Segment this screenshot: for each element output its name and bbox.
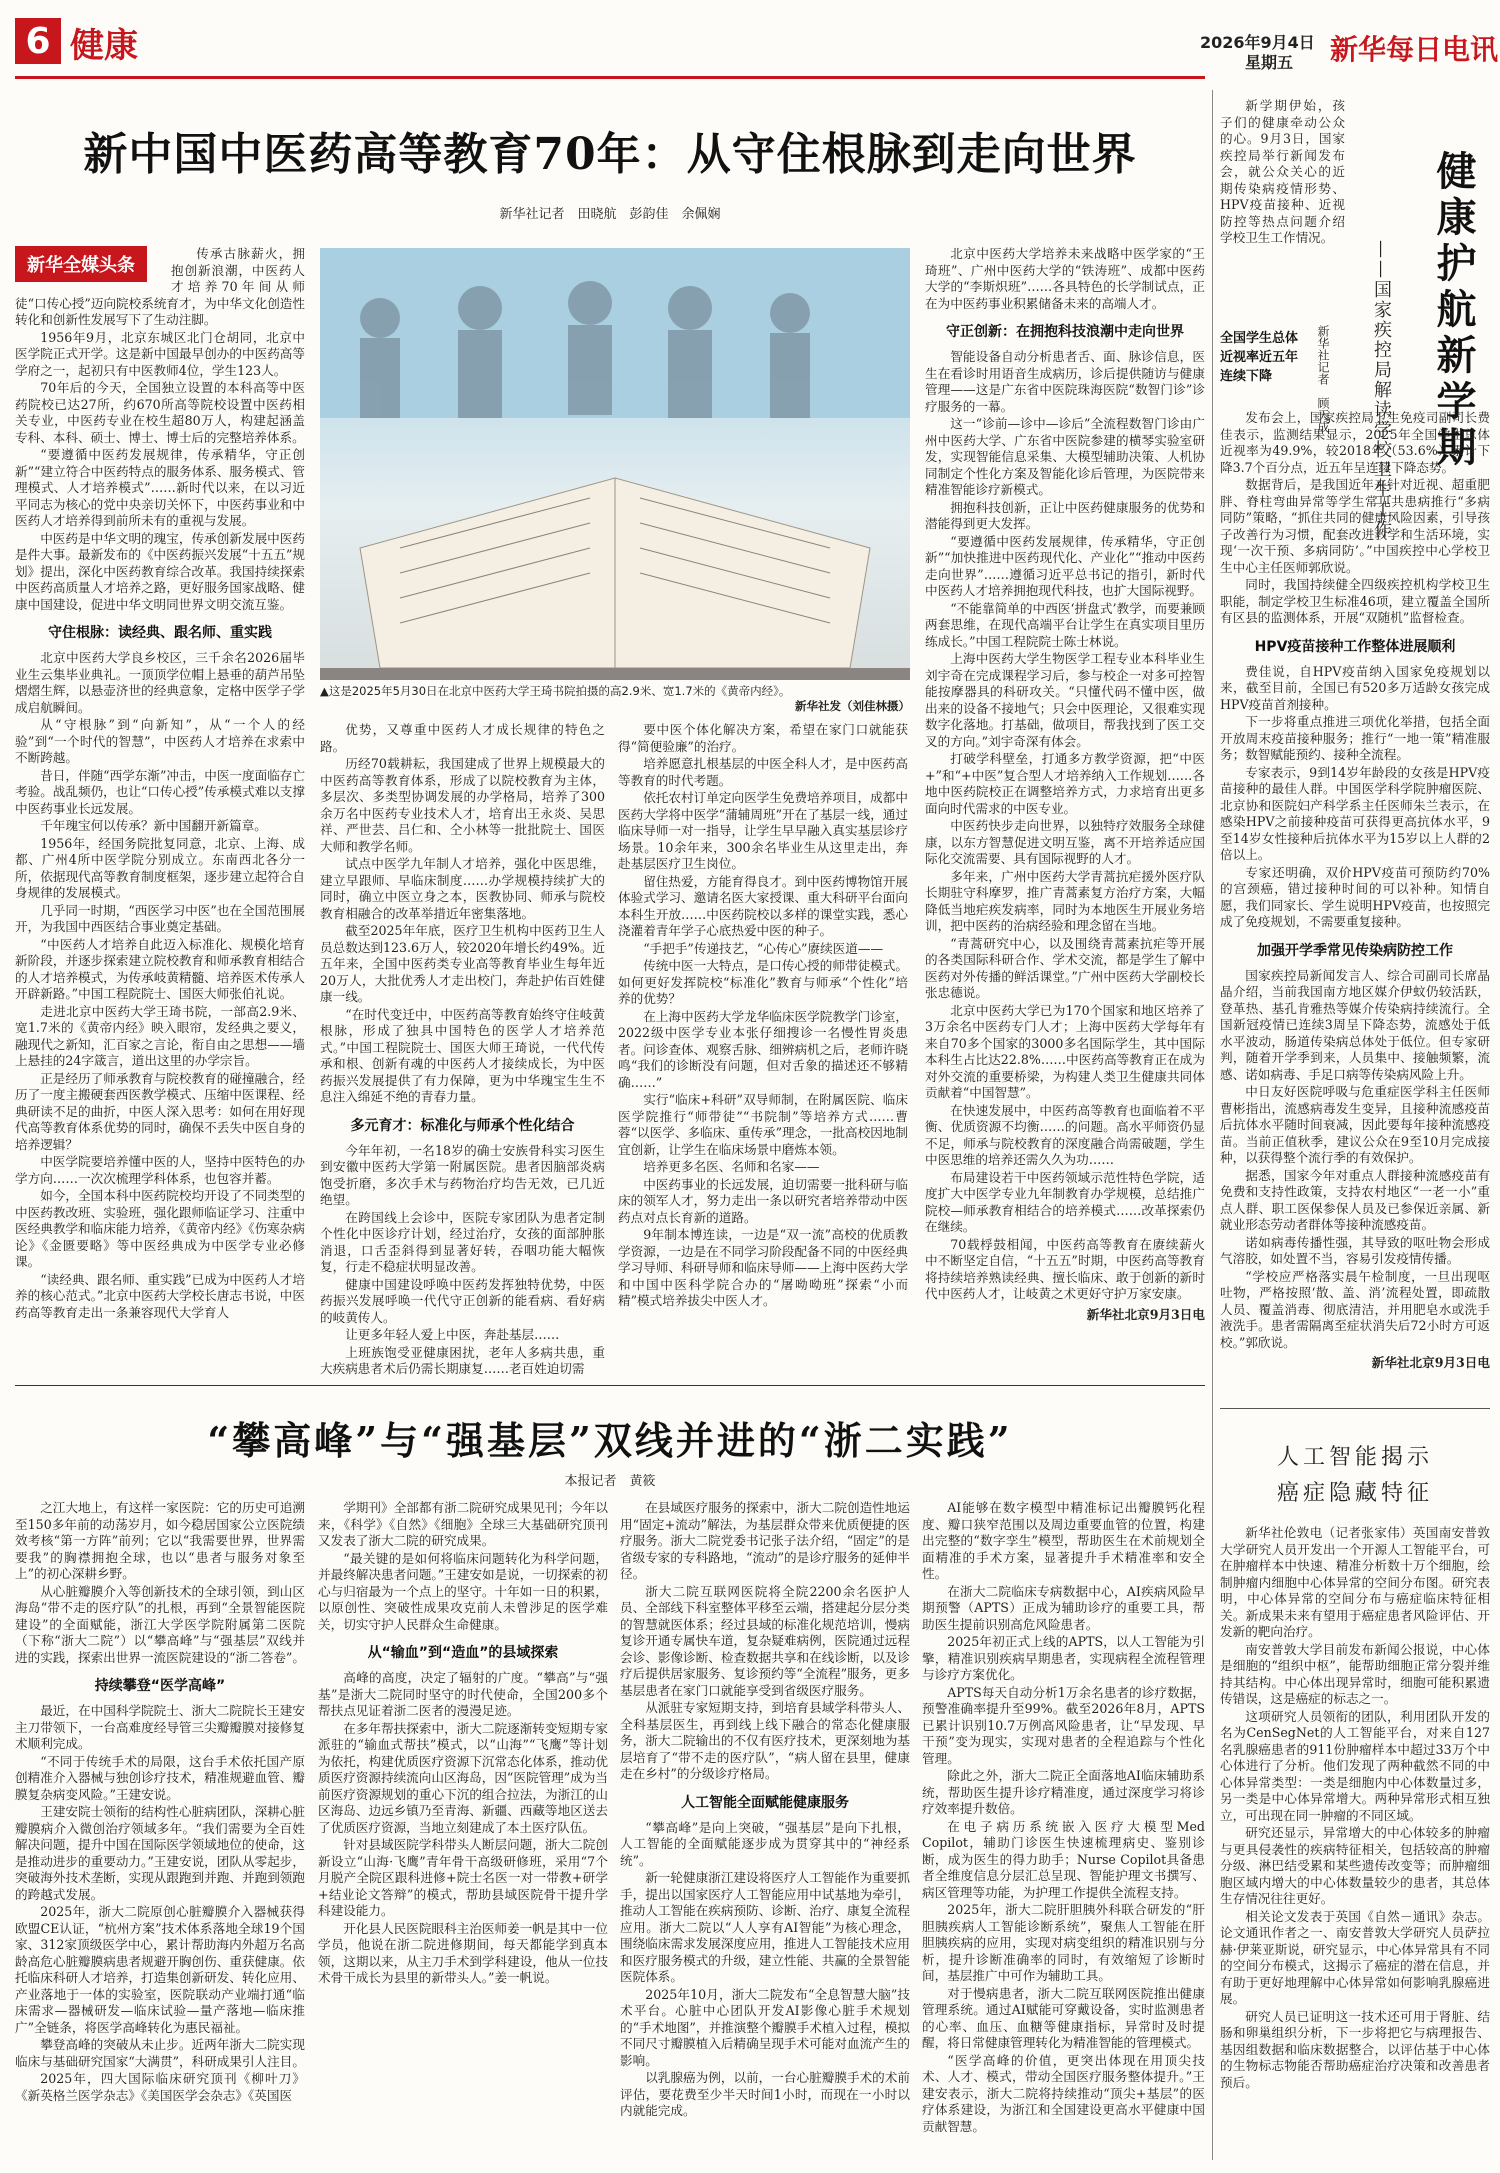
dateline: 新华社北京9月3日电 bbox=[1371, 1355, 1490, 1370]
article2-column-2 bbox=[318, 1500, 608, 2160]
paragraph: 2025年10月，浙大二院发布“全息智慧大脑”技术平台。心脏中心团队开发AI影像心脏手术规划的“手术地图”，并推演整个瓣膜手术植入过程，模拟不同尺寸瓣膜植入后精确呈现手术可能对血流产生的影响。 bbox=[620, 1986, 910, 2068]
article2-title: “攀高峰”与“强基层”双线并进的“浙二实践” bbox=[207, 1418, 1013, 1463]
paragraph: “要遵循中医药发展规律，传承精华，守正创新”“建立符合中医药特点的服务体系、服务模式、管理模式、人才培养模式”……新时代以来，在以习近平同志为核心的党中央亲切关怀下，中医药事业和中医药人才培养得到前所未有的重视与发展。 bbox=[15, 447, 305, 528]
paragraph: 数据背后，是我国近年来针对近视、超重肥胖、脊柱弯曲异常等学生常见共患病推行“多病同防”策略，“抓住共同的健康风险因素，引导孩子改善行为习惯，配套改进教学和生活环境，实现‘一次干预、多病同防’。”中国疾控中心学校卫生中心主任医师郭欣说。 bbox=[1220, 477, 1490, 575]
text-block bbox=[925, 246, 1205, 312]
section-divider bbox=[1220, 1408, 1490, 1409]
article-byline: 新华社记者 田晓航 彭韵佳 余佩娴 bbox=[499, 207, 721, 222]
paragraph: 专家还明确，双价HPV疫苗可预防约70%的宫颈癌，错过接种时间的可以补种。知情自愿，我们同家长、学生说明HPV疫苗，也按照完成了免疫规划，不需要重复接种。 bbox=[1220, 864, 1490, 929]
paragraph: 如今，全国本科中医药院校均开设了不同类型的中医药教改班、实验班，强化跟师临证学习、注重中医经典教学和临床能力培养，《黄帝内经》《伤寒杂病论》《金匮要略》等中医经典成为中医学专业必修课。 bbox=[15, 1188, 305, 1269]
paragraph: 这项研究人员领衔的团队，利用团队开发的名为CenSegNet的人工智能平台，对来自127名乳腺癌患者的911份肿瘤样本中超过33万个中心体进行了分析。他们发现了两种截然不同的中心体异常类型：一类是细胞内中心体数量过多，另一类是中心体异常增大。两种异常形式相互独立，可出现在同一肿瘤的不同区域。 bbox=[1220, 1708, 1490, 1823]
issue-date: 2026年9月4日 bbox=[1200, 33, 1315, 52]
text-block bbox=[1220, 410, 1490, 627]
paragraph: 拥抱科技创新，正让中医药健康服务的优势和潜能得到更大发挥。 bbox=[925, 499, 1205, 531]
caption-text: ▲这是2025年5月30日在北京中医药大学王琦书院拍摄的高2.9米、宽1.7米的《黄帝内经》。 bbox=[320, 684, 791, 698]
section-title: 健康 bbox=[70, 26, 138, 66]
paragraph: 之江大地上，有这样一家医院：它的历史可追溯至150多年前的动荡岁月，如今稳居国家公立医院绩效考核“第一方阵”前列；它以“我需要世界，世界需要我”的胸襟拥抱全球，也以“患者与服务对象至上”的初心深耕乡野。 bbox=[15, 1500, 305, 1581]
article3-title bbox=[1225, 1440, 1485, 1512]
news-photo bbox=[320, 248, 910, 680]
paragraph: 智能设备自动分析患者舌、面、脉诊信息，医生在看诊时用语音生成病历，诊后提供随访与健康管理——这是广东省中医院珠海医院“数智门诊”诊疗服务的一幕。 bbox=[925, 349, 1205, 414]
paragraph: “不同于传统手术的局限，这台手术依托国产原创精准介入器械与独创诊疗技术，精准规避血管、瓣膜复杂病变风险。”王建安说。 bbox=[15, 1753, 305, 1802]
paragraph: 传统中医一大特点，是口传心授的师带徒模式。如何更好发挥院校“标准化”教育与师承“个性化”培养的优势？ bbox=[618, 958, 908, 1006]
paragraph: “在时代变迁中，中医药高等教育始终守住岐黄根脉，形成了独具中国特色的医学人才培养范式。”中国工程院院士、国医大师王琦说，一代代传承和根、创新有魂的中医药人才接续成长，为中医药振兴发展提供了有力保障，更为中华瑰宝生生不息注入绵延不绝的青春力量。 bbox=[320, 1006, 605, 1104]
paragraph: “读经典、跟名师、重实践”已成为中医药人才培养的核心范式。”北京中医药大学校长唐志书说，中医药高等教育走出一条兼容现代大学育人 bbox=[15, 1271, 305, 1320]
text-block bbox=[620, 1500, 910, 1783]
paragraph: 这一“诊前—诊中—诊后”全流程数智门诊由广州中医药大学、广东省中医院参建的横琴实验室研发，实现智能信息采集、大模型辅助决策、人机协同制定个性化方案及智能化诊后管理，为医院带来精准智能诊疗新模式。 bbox=[925, 416, 1205, 497]
photo-caption bbox=[320, 684, 910, 714]
paragraph: 2025年，浙大二院原创心脏瓣膜介入器械获得欧盟CE认证，“杭州方案”技术体系落地全球19个国家、312家顶级医学中心，累计帮助海内外超万名高龄高危心脏瓣膜病患者规避开胸创伤、重获健康。依托临床科研人才培养，打造集创新研发、转化应用、产业落地于一体的实验室，医院联动产业端打通“临床需求—器械研发—临床试验—量产落地—临床推广”全链条，将医学高峰转化为惠民福祉。 bbox=[15, 1904, 305, 2035]
paragraph: 新华社伦敦电（记者张家伟）英国南安普敦大学研究人员开发出一个开源人工智能平台，可在肿瘤样本中快速、精准分析数十万个细胞，绘制肿瘤内细胞中心体异常的空间分布图。研究表明，中心体异常的空间分布与癌症临床特征相关。新成果未来有望用于癌症患者风险评估、开发新的靶向治疗。 bbox=[1220, 1525, 1490, 1639]
text-block bbox=[318, 1500, 608, 1633]
paragraph: AI能够在数字模型中精准标记出瓣膜钙化程度、瓣口狭窄范围以及周边重要血管的位置，构建出完整的“数字孪生”模型，帮助医生在术前规划全面精准的手术方案，显著提升手术精准率和安全性。 bbox=[922, 1500, 1205, 1581]
paragraph: 留住热爱，方能育得良才。到中医药博物馆开展体验式学习、邀请名医大家授课、重大科研平台面向本科生开放……中医药院校以多样的课堂实践，悉心浇灌着青年学子心底热爱中医的种子。 bbox=[618, 873, 908, 938]
paragraph: 诺如病毒传播性强，其导致的呕吐物会形成气溶胶，如处置不当，容易引发疫情传播。 bbox=[1220, 1234, 1490, 1266]
paragraph: 上海中医药大学生物医学工程专业本科毕业生刘宇奇在完成课程学习后，参与校企一对多可控智能按摩器具的科研攻关。“只懂代码不懂中医，做出来的设备不接地气；只会中医理论，又很难实现数字化落地。打基础，做项目，帮我找到了医工交叉的方向。”刘宇奇深有体会。 bbox=[925, 651, 1205, 749]
text-block bbox=[1220, 1525, 1490, 2091]
paragraph: 以乳腺癌为例，以前，一台心脏瓣膜手术的术前评估，要花费至少半天时间1小时，而现在一小时以内就能完成。 bbox=[620, 2070, 910, 2118]
paragraph: 王建安院士领衔的结构性心脏病团队，深耕心脏瓣膜病介入微创治疗领域多年。“我们需要为全百姓解决问题，提升中国在国际医学领域地位的使命，这是推动进步的重要动力。”王建安说，团队从零起步，突破海外技术垄断，实现从跟跑到并跑、并跑到领跑的跨越式发展。 bbox=[15, 1804, 305, 1902]
paragraph: 开化县人民医院眼科主治医师姜一帆是其中一位学员，他说在浙二院进修期间，每天都能学到真本领，这期以来，从主刀手术到学科建设，他从一位技术骨干成长为县里的新带头人。”姜一帆说。 bbox=[318, 1920, 608, 1985]
paragraph: 中日友好医院呼吸与危重症医学科主任医师曹彬指出，流感病毒发生变异，且接种流感疫苗后抗体水平随时间衰减，因此要每年接种流感疫苗。当前正值秋季，建议公众在9至10月完成接种，以获得整个流行季的有效保护。 bbox=[1220, 1084, 1490, 1165]
section-heading: 守正创新：在拥抱科技浪潮中走向世界 bbox=[946, 324, 1184, 340]
paragraph: 中医药是中华文明的瑰宝，传承创新发展中医药是件大事。最新发布的《中医药振兴发展“十五五”规划》提出，深化中医药教育综合改革。我国持续探索中医药高质量人才培养之路，更好服务国家战略、健康中国建设，促进中华文明同世界文明交流互鉴。 bbox=[15, 530, 305, 612]
paragraph: 最近，在中国科学院院士、浙大二院院长王建安主刀带领下，一台高难度经导管三尖瓣瓣膜对接修复术顺利完成。 bbox=[15, 1703, 305, 1751]
paragraph: 费佳说，自HPV疫苗纳入国家免疫规划以来，截至目前，全国已有520多万适龄女孩完成HPV疫苗首剂接种。 bbox=[1220, 663, 1490, 712]
paragraph: 健康中国建设呼唤中医药发挥独特优势，中医药振兴发展呼唤一代代守正创新的能看病、看好病的岐黄传人。 bbox=[320, 1276, 605, 1325]
section-divider bbox=[15, 1385, 1205, 1386]
paragraph: “中医药人才培养自此迈入标准化、规模化培育新阶段，并逐步探索建立院校教育和师承教育相结合的人才培养模式，为传承岐黄精髓、培养医术传承人开辟新路。”中国工程院院士、国医大师张伯礼说。 bbox=[15, 936, 305, 1001]
paragraph: 今年年初，一名18岁的确士安族骨科实习医生到安徽中医药大学第一附属医院。患者因脑部炎病饱受折磨，多次手术与药物治疗均告无效，已几近绝望。 bbox=[320, 1142, 605, 1207]
paragraph: 浙大二院互联网医院将全院2200余名医护人员、全部线下科室整体平移至云端，搭建起分层分类的智慧就医体系；经过县域的标准化规范培训，慢病复诊开通专属快车道，复杂疑难病例，医院通过远程会诊、影像诊断、检查数据共享和在线诊断，以及诊疗后提供居家服务、复诊预约等“全流程”服务，更多基层患者在家门口就能享受到省级医疗服务。 bbox=[620, 1583, 910, 1698]
paragraph: 试点中医学九年制人才培养，强化中医思维，建立早跟师、早临床制度……办学规模持续扩大的同时，确立中医立身之本，医教协同、师承与院校教育相融合的改革举措近年密集落地。 bbox=[320, 856, 605, 921]
header-rule bbox=[15, 76, 1205, 79]
article-column-1 bbox=[15, 246, 305, 1344]
paragraph: 相关论文发表于英国《自然－通讯》杂志。论文通讯作者之一、南安普敦大学研究人员萨拉赫·伊莱亚斯说，研究显示，中心体异常具有不同的空间分布模式，这揭示了癌症的潜在信息，并有助于更好地理解中心体异常如何影响乳腺癌进展。 bbox=[1220, 1908, 1490, 2006]
masthead-brand: 新华每日电讯 bbox=[1330, 33, 1499, 66]
sidebar-column-b bbox=[1220, 410, 1490, 1370]
paragraph: “不能靠简单的中西医‘拼盘式’教学，而要兼顾两套思维，在现代高端平台让学生在真实项目里历练成长。”中国工程院院士陈士林说。 bbox=[925, 600, 1205, 649]
article2-column-3 bbox=[620, 1500, 910, 2160]
column-divider bbox=[1212, 90, 1213, 2160]
paragraph: “医学高峰的价值，更突出体现在用顶尖技术、人才、模式，带动全国医疗服务整体提升。”王建安表示，浙大二院将持续推动“顶尖+基层”的医疗体系建设，为浙江和全国建设更高水平健康中国贡献智慧。 bbox=[922, 2052, 1205, 2134]
paragraph: 要中医个体化解决方案，希望在家门口就能获得“简便验廉”的治疗。 bbox=[618, 722, 908, 754]
paragraph: 在浙大二院临床专病数据中心，AI疾病风险早期预警（APTS）正成为辅助诊疗的重要工具，帮助医生提前识别高危风险患者。 bbox=[922, 1583, 1205, 1632]
article3-column bbox=[1220, 1525, 1490, 2160]
paragraph: 攀登高峰的突破从未止步。近两年浙大二院实现临床与基础研究国家“大满贯”，科研成果引人注目。 bbox=[15, 2037, 305, 2069]
text-block bbox=[15, 650, 305, 1321]
text-block bbox=[318, 1670, 608, 1987]
issue-weekday: 星期五 bbox=[1245, 53, 1294, 72]
column-tag: 新华全媒头条 bbox=[15, 246, 147, 282]
paragraph: 研究人员已证明这一技术还可用于肾脏、结肠和卵巢组织分析，下一步将把它与病理报告、基因组数据和临床数据整合，以评估基于中心体的生物标志物能否帮助癌症治疗决策和改善患者预后。 bbox=[1220, 2008, 1490, 2090]
article3-title-line: 癌症隐藏特征 bbox=[1276, 1481, 1433, 1506]
paragraph: 高峰的高度，决定了辐射的广度。“攀高”与“强基”是浙大二院同时坚守的时代使命，全国200多个帮扶点见证着浙二医者的漫漫足迹。 bbox=[318, 1670, 608, 1718]
paragraph: 下一步将重点推进三项优化举措，包括全面开放周末疫苗接种服务；推行“一地一策”精准服务；数智赋能预约、接种全流程。 bbox=[1220, 714, 1490, 762]
paragraph: 几乎同一时期，“西医学习中医”也在全国范围展开，为我国中西医结合事业奠定基础。 bbox=[15, 902, 305, 934]
paragraph: 从“守根脉”到“向新知”，从“一个人的经验”到“一个时代的智慧”，中医药人才培养在求索中不断跨越。 bbox=[15, 717, 305, 765]
article3-title-line: 人工智能揭示 bbox=[1276, 1445, 1433, 1470]
paragraph: 中医药快步走向世界，以独特疗效服务全球健康，以东方智慧促进文明互鉴，离不开培养适应国际化交流需要、具有国际视野的人才。 bbox=[925, 818, 1205, 866]
paragraph: “最关键的是如何将临床问题转化为科学问题，并最终解决患者问题。”王建安如是说，一切探索的初心与归宿最为一个点上的坚守。十年如一日的积累，以原创性、突破性成果攻克前人未曾涉足的医学难关，切实守护人民群众生命健康。 bbox=[318, 1550, 608, 1632]
article2-column-4 bbox=[922, 1500, 1205, 2160]
paragraph: 在上海中医药大学龙华临床医学院教学门诊室，2022级中医学专业本张仔细搜诊一名慢性胃炎患者。问诊查体、观察舌脉、细辨病机之后，老师许晓鸣“我们的诊断没有问题，但对舌象的描述还不够精确……” bbox=[618, 1008, 908, 1090]
paragraph: 2025年，浙大二院肝胆胰外科联合研发的“肝胆胰疾病人工智能诊断系统”，聚焦人工智能在肝胆胰疾病的应用，实现对病变组织的精准识别与分析，提升诊断准确率的同时，有效缩短了诊断时间，基层推广中可作为辅助工具。 bbox=[922, 1902, 1205, 1983]
text-block bbox=[925, 349, 1205, 1303]
paragraph: 新一轮健康浙江建设将医疗人工智能作为重要抓手，提出以国家医疗人工智能应用中试基地为牵引，推动人工智能在疾病预防、诊断、治疗、康复全流程应用。浙大二院以“人人享有AI智能”为核心理念，围绕临床需求发展深度应用，推进人工智能技术应用和医疗服务模式的升级，建立性能、共赢的全景智能医院体系。 bbox=[620, 1870, 910, 1984]
photo-credit: 新华社发（刘佳林摄） bbox=[795, 699, 910, 713]
paragraph: 9年制本博连读，一边是“双一流”高校的优质教学资源，一边是在不同学习阶段配备不同的中医经典学习导师、科研导师和临床导师——上海中医药大学和中国中医科学院合办的“屠呦呦班”探索“小而精”模式培养拔尖中医人才。 bbox=[618, 1227, 908, 1308]
paragraph: 学期刊》全部都有浙二院研究成果见刊；今年以来，《科学》《自然》《细胞》全球三大基础研究顶刊又发表了浙大二院的研究成果。 bbox=[318, 1500, 608, 1548]
section-heading: 全国学生总体近视率近五年连续下降 bbox=[1220, 331, 1299, 384]
paragraph: 中医学院要培养懂中医的人，坚持中医特色的办学方向……一次次梳理学科体系，也包容并蓄。 bbox=[15, 1154, 305, 1186]
paragraph: 中医药事业的长远发展，迫切需要一批科研与临床的领军人才，努力走出一条以研究者培养带动中医药点对点长育新的道路。 bbox=[618, 1176, 908, 1225]
article2-byline: 本报记者 黄筱 bbox=[564, 1474, 656, 1489]
section-heading: HPV疫苗接种工作整体进展顺利 bbox=[1254, 638, 1456, 655]
section-heading: 从“输血”到“造血”的县域探索 bbox=[367, 1645, 559, 1661]
paragraph: 优势，又尊重中医药人才成长规律的特色之路。 bbox=[320, 722, 605, 754]
paragraph: 让更多年轻人爱上中医，奔赴基层…… bbox=[345, 1327, 560, 1342]
paragraph: 布局建设若干中医药领域示范性特色学院，适度扩大中医学专业九年制教育办学规模，总结推广院校—师承教育相结合的培养模式……改革探索仍在继续。 bbox=[925, 1169, 1205, 1234]
paragraph: 在电子病历系统嵌入医疗大模型Med Copilot，辅助门诊医生快速梳理病史、鉴别诊断，成为医生的得力助手；Nurse Copilot具备患者全维度信息分层汇总呈现、智能护理文书撰写、病区管理等功能，为护理工作提供全流程支持。 bbox=[922, 1818, 1205, 1900]
paragraph: 1956年，经国务院批复同意，北京、上海、成都、广州4所中医学院分别成立。东南西北各分一所，依据现代高等教育制度框架，逐步建立起符合自身规律的发展模式。 bbox=[15, 835, 305, 900]
paragraph: 实行“临床+科研”双导师制，在附属医院、临床医学院推行“师带徒”“书院制”等培养方式……曹蓉“以医学、多临床、重传承”理念，一批高校因地制宜创新，让学生在临床场景中磨炼本领。 bbox=[618, 1092, 908, 1157]
paragraph: 在县域医疗服务的探索中，浙大二院创造性地运用“固定+流动”解法，为基层群众带来优质便捷的医疗服务。浙大二院党委书记张子法介绍，“固定”的是省级专家的专科路地，“流动”的是诊疗服务的延伸半径。 bbox=[620, 1500, 910, 1581]
sidebar-headline: 健康护航新学期 bbox=[1430, 150, 1477, 472]
text-block bbox=[320, 722, 605, 1106]
text-block bbox=[320, 1143, 605, 1378]
text-block bbox=[15, 246, 305, 613]
paragraph: 从派驻专家短期支持，到培育县域学科带头人、全科基层医生，再到线上线下融合的常态化健康服务，浙大二院输出的不仅有医疗技术，更深刻地为基层培育了“带不走的医疗队”，“病人留在县里，健康走在乡村”的分级诊疗格局。 bbox=[620, 1700, 910, 1781]
paragraph: “手把手”传递技艺，“心传心”赓续医道—— bbox=[643, 940, 884, 956]
text-block bbox=[15, 1703, 305, 2104]
paragraph: 培养更多名医、名师和名家—— bbox=[643, 1159, 820, 1174]
paragraph: 2025年初正式上线的APTS，以人工智能为引擎，精准识别疾病早期患者，实现病程全流程管理与诊疗方案优化。 bbox=[922, 1634, 1205, 1682]
text-block bbox=[922, 1500, 1205, 2135]
article-title: 新中国中医药高等教育70年：从守住根脉到走向世界 bbox=[83, 129, 1137, 180]
text-block bbox=[620, 1820, 910, 2120]
text-block bbox=[1220, 98, 1345, 247]
paragraph: 在多年帮扶探索中，浙大二院逐渐转变短期专家派驻的“输血式帮扶”模式，以“山海”“飞鹰”等计划为依托，构建优质医疗资源下沉常态化体系，推动优质医疗资源持续流向山区海岛，因“医院管理”成为当前医疗资源规划的重心下沉的组合拉法，为浙江的山区海岛、边远乡镇乃至青海、新疆、西藏等地区送去了优质医疗资源，当地立刻建成了本土医疗队伍。 bbox=[318, 1720, 608, 1835]
article-column-2 bbox=[320, 722, 606, 1376]
paragraph: 昔日，伴随“西学东渐”冲击，中医一度面临存亡考验。战乱频仍，也让“口传心授”传承模式难以支撑中医药事业长远发展。 bbox=[15, 767, 305, 816]
paragraph: 南安普敦大学目前发布新闻公报说，中心体是细胞的“组织中枢”，能帮助细胞正常分裂并维持其结构。中心体出现异常时，细胞可能积累遗传错误，这是癌症的标志之一。 bbox=[1220, 1641, 1490, 1706]
article2-column-1 bbox=[15, 1500, 305, 2160]
paragraph: 除此之外，浙大二院正全面落地AI临床辅助系统，帮助医生提升诊疗精准度，通过深度学习将诊疗效率提升数倍。 bbox=[922, 1768, 1205, 1816]
text-block bbox=[1220, 968, 1490, 1352]
tag-wrap bbox=[15, 246, 165, 288]
article-column-3 bbox=[618, 722, 908, 1344]
sidebar-subtitle: ——国家疾控局解读学校卫生工作 bbox=[1371, 240, 1392, 540]
paragraph: 打破学科壁垒，打通多方教学资源，把“中医+”和“+中医”复合型人才培养纳入工作规划……各地中医药院校正在调整培养方式，力求培育出更多面向时代需求的中医专业。 bbox=[925, 751, 1205, 816]
page-number: 6 bbox=[15, 18, 61, 64]
paragraph: 从心脏瓣膜介入等创新技术的全球引领，到山区海岛“带不走的医疗队”的扎根，再到“全景智能医院建设”的全面赋能，浙江大学医学院附属第二医院（下称“浙大二院”）以“攀高峰”与“强基层”双线并进的实践，探索出世界一流医院建设的“浙二答卷”。 bbox=[15, 1583, 305, 1665]
paragraph: 北京中医药大学培养未来战略中医学家的“王琦班”、广州中医药大学的“铁涛班”、成都中医药大学的“李斯炽班”……各具特色的长学制试点，正在为中医药事业积累储备未来的高端人才。 bbox=[925, 246, 1205, 311]
paragraph: 历经70载耕耘，我国建成了世界上规模最大的中医药高等教育体系，形成了以院校教育为主体，多层次、多类型协调发展的办学格局，培养了300余万名中医药专业技术人才，培育出王永炎、吴思祥、严世芸、吕仁和、仝小林等一批批院士、国医大师和教学名师。 bbox=[320, 756, 605, 854]
section-heading: 多元育才：标准化与师承个性化结合 bbox=[350, 1117, 575, 1134]
paragraph: 在快速发展中，中医药高等教育也面临着不平衡、优质资源不均衡……的问题。高水平师资仍显不足，师承与院校教育的深度融合尚需破题，学生中医思维的培养还需久久为功…… bbox=[925, 1102, 1205, 1167]
text-block bbox=[1220, 664, 1490, 931]
paragraph: 新学期伊始，孩子们的健康牵动公众的心。9月3日，国家疾控局举行新闻发布会，就公众关心的近期传染病疫情形势、HPV疫苗接种、近视防控等热点问题介绍学校卫生工作情况。 bbox=[1220, 98, 1345, 245]
paragraph: 专家表示，9到14岁年龄段的女孩是HPV疫苗接种的最佳人群。中国医学科学院肿瘤医院、北京协和医院妇产科学系主任医师朱兰表示，在感染HPV之前接种疫苗可获得更高抗体水平，9至14岁女性接种后抗体水平为15岁以上人群的2倍以上。 bbox=[1220, 764, 1490, 862]
paragraph: 传承古脉薪火，拥抱创新浪潮，中医药人才培养70年间从师徒“口传心授”迈向院校系统育才，为中华文化创造性转化和创新性发展写下了生动注脚。 bbox=[15, 246, 305, 327]
paragraph: 1956年9月，北京东城区北门仓胡同，北京中医学院正式开学。这是新中国最早创办的中医药高等学府之一，起初只有中医教师4位，学生123人。 bbox=[15, 329, 305, 378]
paragraph: 针对县域医院学科带头人断层问题，浙大二院创新设立“山海·飞鹰”青年骨干高级研修班，采用“7个月脱产全院区跟科进修+院士名医一对一带教+研学+结业论文答辩”的模式，帮助县域医院骨干提升学科建设能力。 bbox=[318, 1837, 608, 1918]
paragraph: 北京中医药大学良乡校区，三千余名2026届毕业生云集毕业典礼。一顶顶学位帽上悬垂的葫芦吊坠熠熠生辉，以悬壶济世的经典意象，定格中医学子学成启航瞬间。 bbox=[15, 650, 305, 715]
paragraph: 在跨国线上会诊中，医院专家团队为患者定制个性化中医诊疗计划，经过治疗，女孩的面部肿胀消退，口舌歪斜得到显著好转，吞咽功能大幅恢复，行走不稳症状明显改善。 bbox=[320, 1209, 605, 1274]
paragraph: 依托农村订单定向医学生免费培养项目，成都中医药大学将中医学“蒲辅周班”开在了基层一线，通过临床导师一对一指导，让学生早早融入真实基层诊疗场景。10余年来，300余名毕业生从这里走出，奔赴基层医疗卫生岗位。 bbox=[618, 790, 908, 871]
book-illustration bbox=[320, 248, 910, 680]
paragraph: 培养愿意扎根基层的中医全科人才，是中医药高等教育的时代考题。 bbox=[618, 756, 908, 788]
paragraph: 研究还显示，异常增大的中心体较多的肿瘤与更具侵袭性的疾病特征相关，包括较高的肿瘤分级、淋巴结受累和某些遗传改变等；而肿瘤细胞区域内增大的中心体数量较少的患者，其总体生存情况往往更好。 bbox=[1220, 1825, 1490, 1906]
paragraph: 上班族饱受亚健康困扰，老年人多病共患，重大疾病患者术后仍需长期康复……老百姓迫切需 bbox=[320, 1344, 605, 1376]
paragraph: 同时，我国持续健全四级疾控机构学校卫生职能，制定学校卫生标准46项，建立覆盖全国所有区县的监测体系，开展“双随机”监督检查。 bbox=[1220, 577, 1490, 625]
section-heading: 加强开学季常见传染病防控工作 bbox=[1257, 942, 1453, 959]
paragraph: “攀高峰”是向上突破，“强基层”是向下扎根，人工智能的全面赋能逐步成为贯穿其中的“神经系统”。 bbox=[620, 1819, 910, 1868]
text-block bbox=[15, 1500, 305, 1666]
section-heading: 守住根脉：读经典、跟名师、重实践 bbox=[48, 625, 272, 641]
paragraph: 北京中医药大学已为170个国家和地区培养了3万余名中医药专门人才；上海中医药大学每年有来自70多个国家的3000多名国际学生，其中国际本科生占比达22.8%……中医药高等教育正在成为对外交流的重要桥梁，为构建人类卫生健康共同体贡献着“中国智慧”。 bbox=[925, 1002, 1205, 1100]
paragraph: 70年后的今天，全国独立设置的本科高等中医药院校已达27所，约670所高等院校设置中医药相关专业，中医药专业在校生超80万人，构建起涵盖专科、本科、硕士、博士、博士后的完整培养体系。 bbox=[15, 380, 305, 445]
paragraph: “学校应严格落实晨午检制度，一旦出现呕吐物，严格按照‘散、盖、消’流程处置，即疏散人员、覆盖消毒、彻底清洁，并用肥皂水或洗手液洗手。患者需隔离至症状消失后72小时方可返校。”郭欣说。 bbox=[1220, 1268, 1490, 1350]
paragraph: 对于慢病患者，浙大二院互联网医院推出健康管理系统。通过AI赋能可穿戴设备，实时监测患者的心率、血压、血糖等健康指标，异常时及时提醒，将日常健康管理转化为精准智能的管理模式。 bbox=[922, 1985, 1205, 2050]
dateline: 新华社北京9月3日电 bbox=[1086, 1306, 1205, 1322]
paragraph: “青蒿研究中心，以及围绕青蒿素抗疟等开展的各类国际科研合作、学术交流，都是学生了解中医药对外传播的鲜活课堂。”广州中医药大学副校长张忠德说。 bbox=[925, 935, 1205, 1000]
paragraph: 走进北京中医药大学王琦书院，一部高2.9米、宽1.7米的《黄帝内经》映入眼帘，发经典之要义，融现代之新知，汇百家之言论，衔自由之思想——墙上悬挂的24字箴言，道出这里的办学宗旨。 bbox=[15, 1003, 305, 1068]
paragraph: 多年来，广州中医药大学青蒿抗疟援外医疗队长期驻守科摩罗，推广青蒿素复方治疗方案，大幅降低当地疟疾发病率，同时为本地医生开展业务培训，把中医药的治病经验和理念留在当地。 bbox=[925, 868, 1205, 933]
paragraph: 正是经历了师承教育与院校教育的碰撞融合，经历了一度主搬硬套西医教学模式、压缩中医课程、经典研读不足的曲折，中医人深入思考：如何在用好现代高等教育体系优势的同时，确保不丢失中医自身的培养逻辑？ bbox=[15, 1070, 305, 1152]
paragraph: “要遵循中医药发展规律，传承精华，守正创新”“加快推进中医药现代化、产业化”“推动中医药走向世界”……遵循习近平总书记的指引，新时代中医药人才培养拥抱现代科技，也扩大国际视野。 bbox=[925, 533, 1205, 598]
sidebar-intro bbox=[1220, 98, 1345, 313]
paragraph: 发布会上，国家疾控局卫生免疫司副司长费佳表示，监测结果显示，2025年全国学生总体近视率为49.9%，较2018年（53.6%）累计下降3.7个百分点，近五年呈连续下降态势。 bbox=[1220, 410, 1490, 475]
paragraph: 国家疾控局新闻发言人、综合司副司长席晶晶介绍，当前我国南方地区媒介伊蚊仍较活跃，登革热、基孔肯雅热等媒介传染病持续流行。全国新冠疫情已连续3周呈下降态势，流感处于低水平波动，肠道传染病总体处于低位。但专家研判，随着开学季到来，人员集中、接触频繁，流感、诺如病毒、手足口病等传染病风险上升。 bbox=[1220, 967, 1490, 1082]
paragraph: 据悉，国家今年对重点人群接种流感疫苗有免费和支持性政策，支持农村地区“一老一小”重点人群、职工医保参保人员及已参保近亲属、新就业形态劳动者群体等接种流感疫苗。 bbox=[1220, 1167, 1490, 1232]
text-block bbox=[618, 722, 908, 1310]
paragraph: 70载桴鼓相闻，中医药高等教育在赓续薪火中不断坚定自信，“十五五”时期，中医药高等教育将持续培养熟读经典、擅长临床、敢于创新的新时代中医药人才，让岐黄之术更好守护万家安康。 bbox=[925, 1236, 1205, 1301]
section-heading: 持续攀登“医学高峰” bbox=[94, 1678, 226, 1694]
paragraph: 千年瑰宝何以传承？新中国翻开新篇章。 bbox=[40, 818, 267, 833]
paragraph: 截至2025年年底，医疗卫生机构中医药卫生人员总数达到123.6万人，较2020年增长约49%。近五年来，全国中医药类专业高等教育毕业生每年近20万人，大批优秀人才走出校门，奔赴护佑百姓健康一线。 bbox=[320, 923, 606, 1004]
section-heading: 人工智能全面赋能健康服务 bbox=[681, 1794, 849, 1811]
article-column-4 bbox=[925, 246, 1205, 1366]
paragraph: 2025年，四大国际临床研究顶刊《柳叶刀》《新英格兰医学杂志》《美国医学会杂志》《英国医 bbox=[15, 2071, 305, 2103]
sidebar-byline: 新华社记者 顾天成 bbox=[1316, 325, 1330, 433]
paragraph: APTS每天自动分析1万余名患者的诊疗数据，预警准确率提升至99%。截至2026年8月，APTS已累计识别10.7万例高风险患者，让“早发现、早干预”变为现实，实现对患者的全程追踪与个性化管理。 bbox=[922, 1684, 1205, 1766]
